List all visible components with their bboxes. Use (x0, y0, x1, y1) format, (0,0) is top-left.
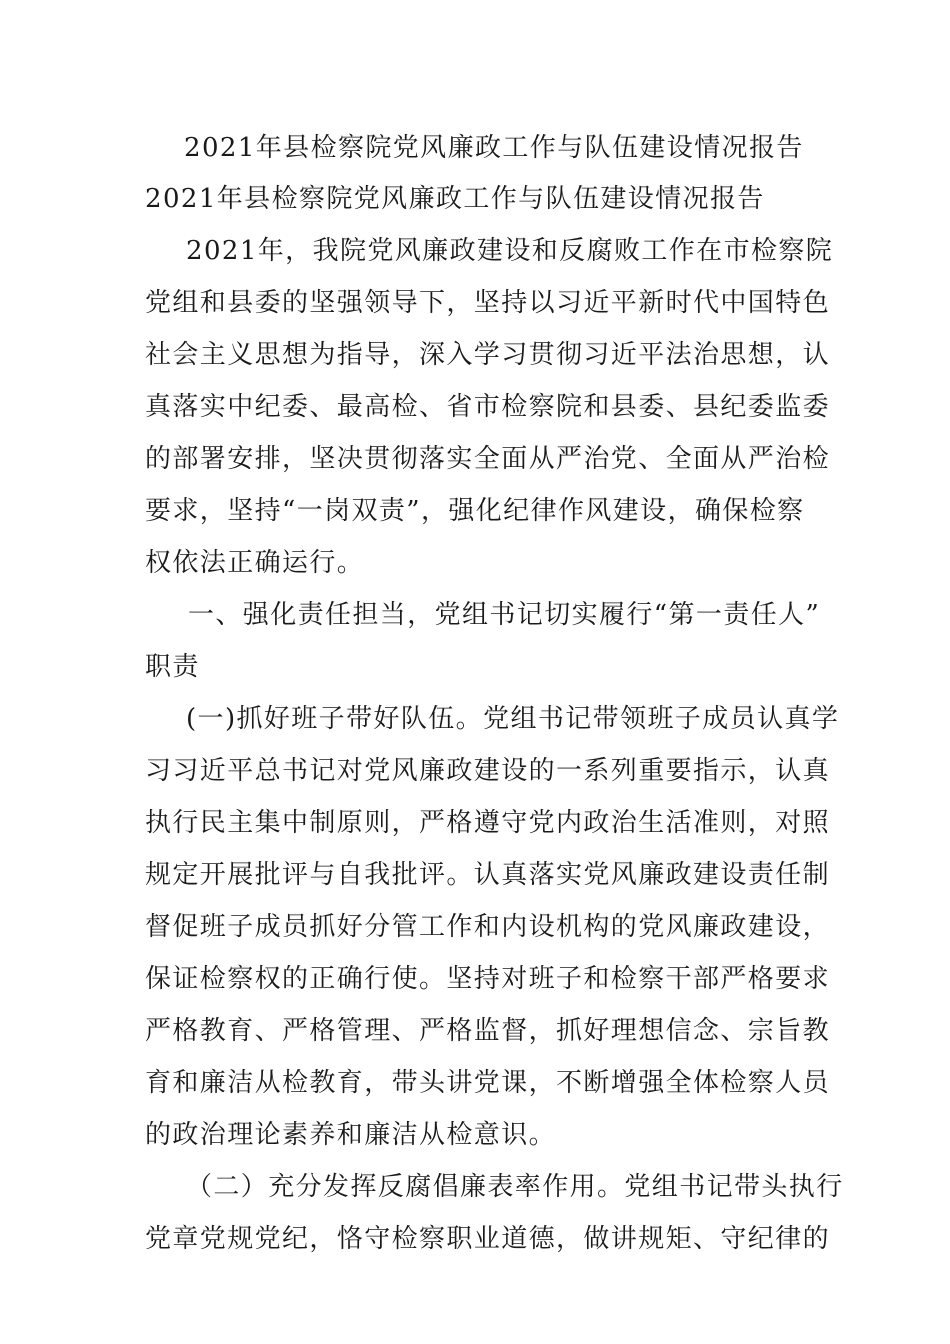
paragraph-line: 的政治理论素养和廉洁从检意识。 (145, 1120, 557, 1150)
paragraph-line: 规定开展批评与自我批评。认真落实党风廉政建设责任制 (145, 860, 831, 890)
intro-line: 权依法正确运行。 (145, 548, 365, 578)
document-title: 2021年县检察院党风廉政工作与队伍建设情况报告 (184, 133, 804, 163)
document-title-repeat: 2021年县检察院党风廉政工作与队伍建设情况报告 (145, 184, 765, 214)
section-heading-1: 一、强化责任担当，党组书记切实履行“第一责任人” (188, 600, 821, 630)
intro-line: 真落实中纪委、最高检、省市检察院和县委、县纪委监委 (145, 392, 831, 422)
intro-line: 要求，坚持“一岗双责”，强化纪律作风建设，确保检察 (145, 496, 805, 526)
paragraph-line: (一)抓好班子带好队伍。党组书记带领班子成员认真学 (186, 704, 840, 734)
paragraph-line: 党章党规党纪，恪守检察职业道德，做讲规矩、守纪律的 (145, 1224, 831, 1254)
intro-line: 2021年，我院党风廉政建设和反腐败工作在市检察院 (186, 236, 834, 266)
paragraph-line: （二）充分发挥反腐倡廉表率作用。党组书记带头执行 (186, 1172, 844, 1202)
intro-line: 社会主义思想为指导，深入学习贯彻习近平法治思想，认 (145, 340, 831, 370)
paragraph-line: 习习近平总书记对党风廉政建设的一系列重要指示，认真 (145, 756, 831, 786)
intro-line: 的部署安排，坚决贯彻落实全面从严治党、全面从严治检 (145, 444, 831, 474)
paragraph-line: 育和廉洁从检教育，带头讲党课，不断增强全体检察人员 (145, 1068, 831, 1098)
paragraph-line: 执行民主集中制原则，严格遵守党内政治生活准则，对照 (145, 808, 831, 838)
paragraph-line: 督促班子成员抓好分管工作和内设机构的党风廉政建设， (145, 912, 831, 942)
paragraph-line: 严格教育、严格管理、严格监督，抓好理想信念、宗旨教 (145, 1016, 831, 1046)
paragraph-line: 保证检察权的正确行使。坚持对班子和检察干部严格要求 (145, 964, 831, 994)
intro-line: 党组和县委的坚强领导下，坚持以习近平新时代中国特色 (145, 288, 831, 318)
section-heading-1-cont: 职责 (145, 652, 200, 682)
